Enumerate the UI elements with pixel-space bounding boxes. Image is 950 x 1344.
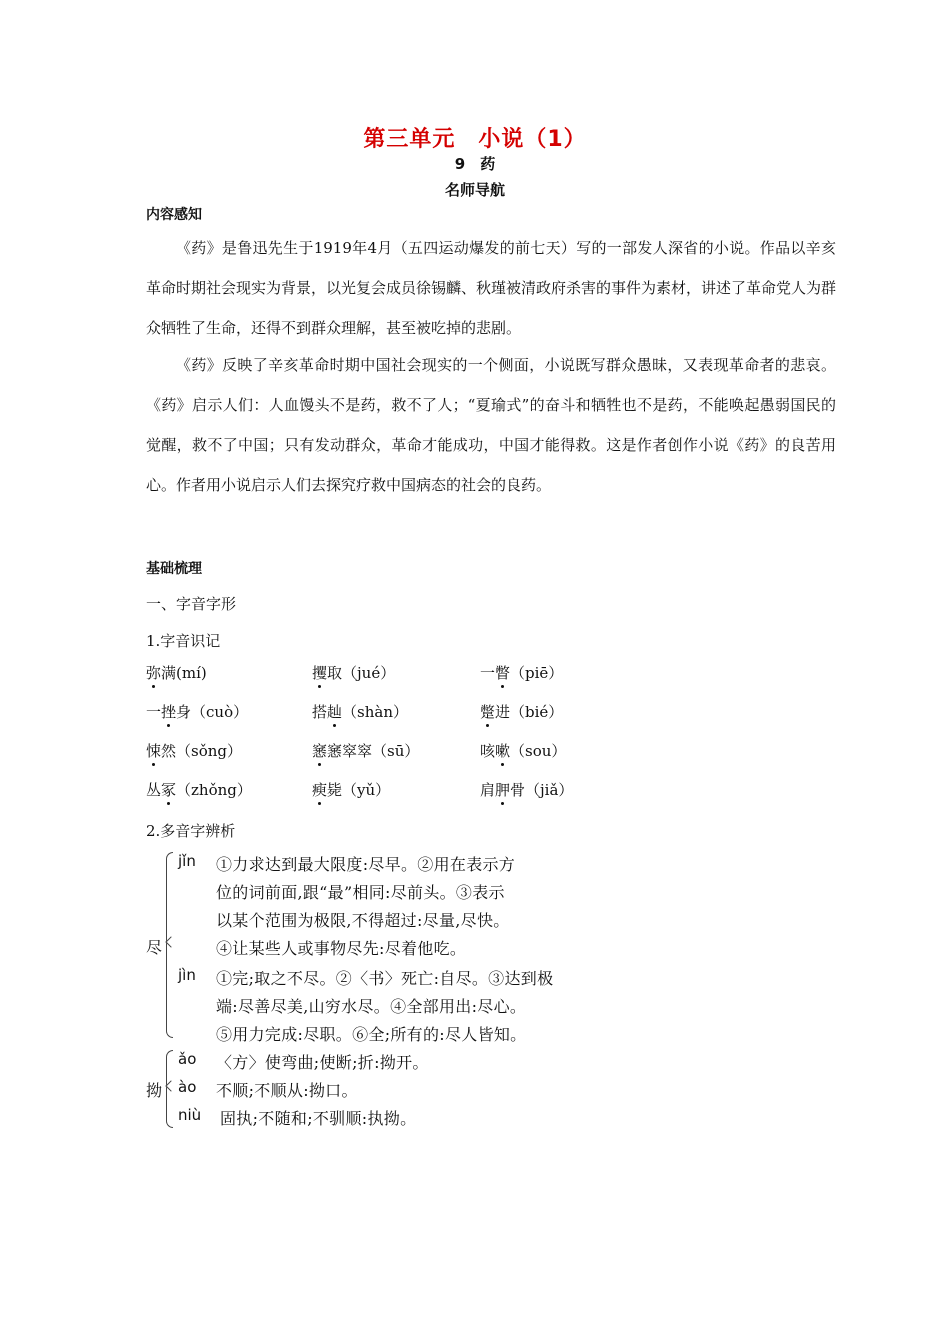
word-suffix-pinyin: 满(mí) <box>161 664 207 682</box>
pronunciation-item <box>146 779 252 800</box>
pronunciation-item <box>312 701 408 722</box>
dotted-character: 攫 <box>312 664 328 682</box>
dotted-character: 窸 <box>312 742 328 760</box>
word-suffix-pinyin: 进（bié） <box>495 703 564 721</box>
word-prefix: 咳 <box>480 742 496 760</box>
pronunciation-item <box>146 740 242 761</box>
word-suffix-pinyin: 骨（jiǎ） <box>510 781 574 799</box>
pronunciation-item <box>480 662 563 683</box>
pronunciation-item <box>312 662 395 683</box>
dotted-character: 冢 <box>161 781 177 799</box>
guide-heading: 名师导航 <box>444 181 505 199</box>
pronunciation-row <box>146 779 746 803</box>
pronunciation-item <box>312 740 419 761</box>
pronunciation-item <box>146 662 207 683</box>
word-suffix-pinyin: 身（cuò） <box>176 703 249 721</box>
unit-title: 第三单元 小说（1） <box>363 127 587 152</box>
polyphone-char: 拗 <box>146 1081 163 1100</box>
dotted-character: 挫 <box>161 703 177 721</box>
pinyin-label: jìn <box>178 966 196 984</box>
pinyin-label: jǐn <box>178 852 196 870</box>
pronunciation-item <box>480 779 573 800</box>
word-suffix-pinyin: 然（sǒng） <box>161 742 243 760</box>
word-prefix: 一 <box>146 703 162 721</box>
definition-line: ①力求达到最大限度:尽早。②用在表示方 <box>216 855 516 874</box>
word-suffix-pinyin: 毙（yǔ） <box>327 781 391 799</box>
pronunciation-row <box>146 701 746 725</box>
pronunciation-row <box>146 740 746 764</box>
subsection-pronunciation: 1.字音识记 <box>146 632 221 650</box>
dotted-character: 嗽 <box>495 742 511 760</box>
definition-line: 〈方〉使弯曲;使断;折:拗开。 <box>216 1053 429 1072</box>
pronunciation-row <box>146 662 746 686</box>
pronunciation-item <box>480 740 566 761</box>
definition-line: ④让某些人或事物尽先:尽着他吃。 <box>216 939 467 958</box>
word-suffix-pinyin: （sou） <box>510 742 567 760</box>
word-suffix-pinyin: 窸窣窣（sū） <box>327 742 420 760</box>
word-suffix-pinyin: （shàn） <box>342 703 408 721</box>
content-perception-heading: 内容感知 <box>146 207 202 223</box>
pronunciation-item <box>312 779 390 800</box>
pronunciation-item <box>146 701 248 722</box>
content-paragraph-2: 《药》反映了辛亥革命时期中国社会现实的一个侧面，小说既写群众愚昧，又表现革命者的悲哀。《药》启示人们：人血馒头不是药，救不了人；“夏瑜式”的奋斗和牺牲也不是药，不能唤起愚弱国民的觉醒，救不了中国；只有发动群众，革命才能成功，中国才能得救。这是作者创作小说《药》的良苦用心。作者用小说启示人们去探究疗救中国病态的社会的良药。 <box>146 356 836 494</box>
subsection-polyphone: 2.多音字辨析 <box>146 822 236 840</box>
definition-line: 不顺;不顺从:拗口。 <box>216 1081 358 1100</box>
section-pronunciation-form: 一、字音字形 <box>146 595 237 613</box>
definition-line: ①完;取之不尽。②〈书〉死亡:自尽。③达到极 <box>216 969 554 988</box>
basics-heading: 基础梳理 <box>146 561 202 577</box>
definition-line: 位的词前面,跟“最”相同:尽前头。③表示 <box>216 883 505 902</box>
pinyin-label: ǎo <box>178 1050 197 1068</box>
definition-line: ⑤用力完成:尽职。⑥全;所有的:尽人皆知。 <box>216 1025 527 1044</box>
dotted-character: 赸 <box>327 703 343 721</box>
word-prefix: 搭 <box>312 703 328 721</box>
word-suffix-pinyin: （piē） <box>510 664 564 682</box>
dotted-character: 胛 <box>495 781 511 799</box>
dotted-character: 弥 <box>146 664 162 682</box>
dotted-character: 蹩 <box>480 703 496 721</box>
polyphone-char: 尽 <box>146 938 163 957</box>
pinyin-label: niù <box>178 1106 202 1124</box>
word-prefix: 肩 <box>480 781 496 799</box>
word-prefix: 丛 <box>146 781 162 799</box>
dotted-character: 瘐 <box>312 781 328 799</box>
pinyin-label: ào <box>178 1078 197 1096</box>
word-prefix: 一 <box>480 664 496 682</box>
definition-line: 固执;不随和;不驯顺:执拗。 <box>220 1109 417 1128</box>
word-suffix-pinyin: 取（jué） <box>327 664 396 682</box>
content-paragraph-1: 《药》是鲁迅先生于1919年4月（五四运动爆发的前七天）写的一部发人深省的小说。作品以辛亥革命时期社会现实为背景，以光复会成员徐锡麟、秋瑾被清政府杀害的事件为素材，讲述了革命党人为群众牺牲了生命，还得不到群众理解，甚至被吃掉的悲剧。 <box>146 239 837 337</box>
dotted-character: 悚 <box>146 742 162 760</box>
lesson-title: 9 药 <box>454 155 496 173</box>
word-suffix-pinyin: （zhǒng） <box>176 781 252 799</box>
pronunciation-item <box>480 701 563 722</box>
dotted-character: 瞥 <box>495 664 511 682</box>
definition-line: 端:尽善尽美,山穷水尽。④全部用出:尽心。 <box>216 997 527 1016</box>
definition-line: 以某个范围为极限,不得超过:尽量,尽快。 <box>216 911 510 930</box>
